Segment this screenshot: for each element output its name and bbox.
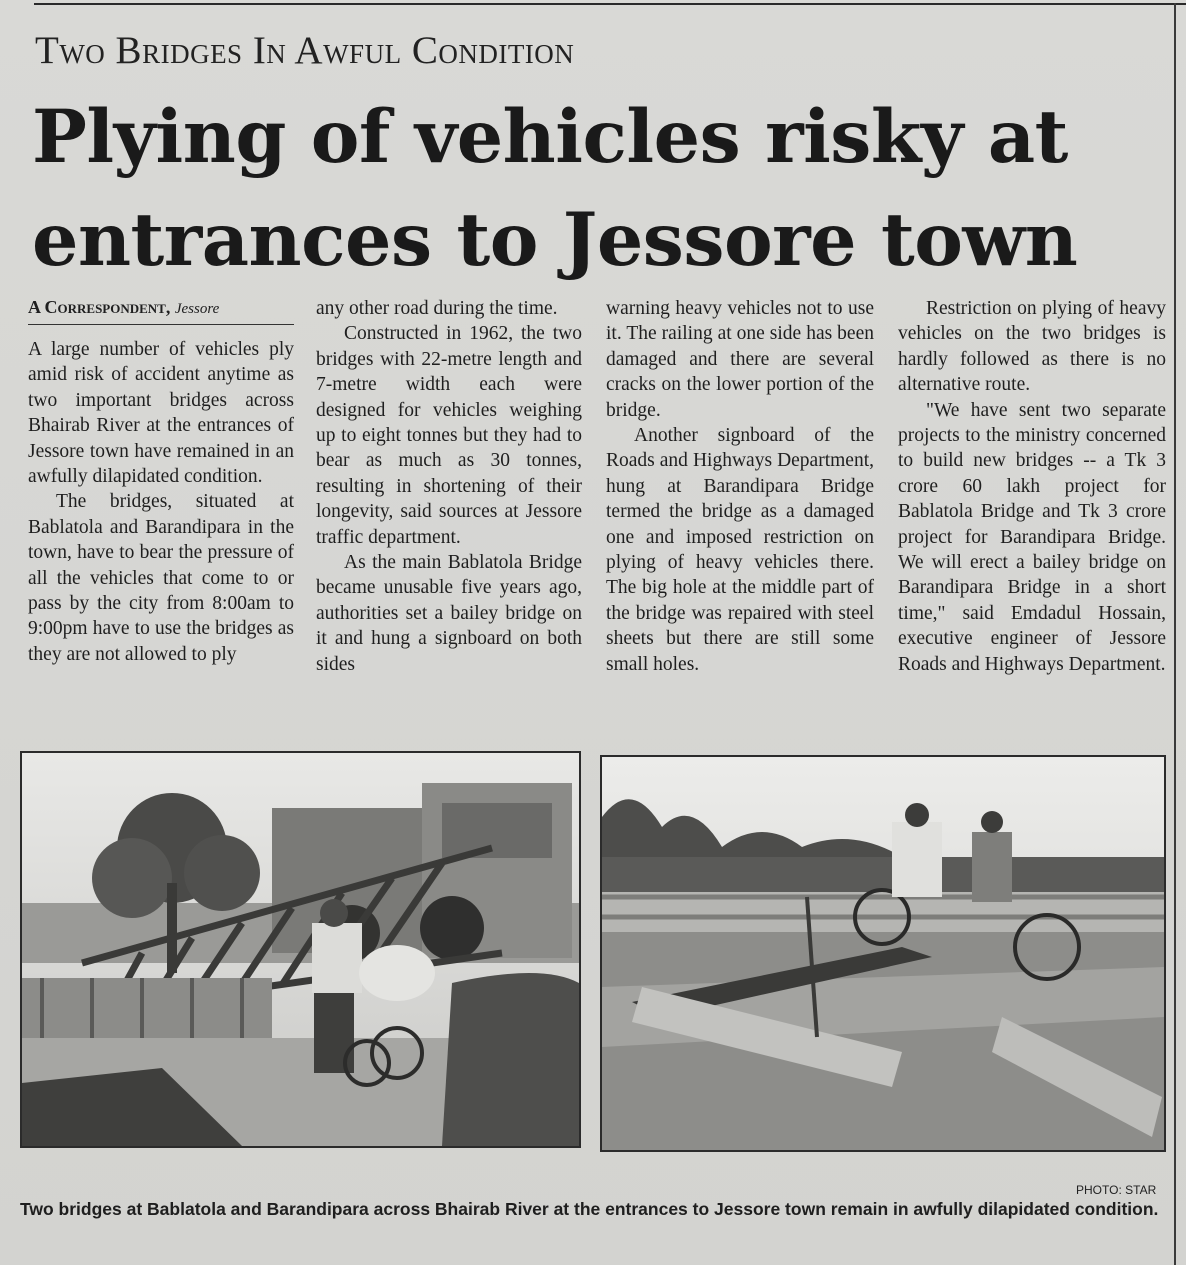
paragraph: warning heavy vehicles not to use it. The railing at one side has been damaged and there are several cracks on the lower portion of the bridge. [606, 298, 874, 421]
photo-barandipara-bridge [600, 755, 1166, 1152]
byline-author: A Correspondent, [28, 297, 171, 317]
byline-location: Jessore [174, 301, 220, 317]
bailey-bridge-illustration [22, 753, 579, 1146]
article-column-4 [898, 296, 1166, 677]
paragraph: Restriction on plying of heavy vehicles on the two bridges is hardly followed as there is no alternative route. [898, 298, 1166, 396]
main-headline: Plying of vehicles risky at entrances to Jessore town [32, 94, 1078, 283]
paragraph: As the main Bablatola Bridge became unusable five years ago, authorities set a bailey bridge on it and hung a signboard on both sides [316, 552, 582, 675]
photo-credit: PHOTO: STAR [1076, 1183, 1157, 1197]
paragraph: any other road during the time. [316, 298, 558, 319]
paragraph: The bridges, situated at Bablatola and Barandipara in the town, have to bear the pressure of all the vehicles that come to or pass by the city from 8:00am to 9:00pm have to use the bridges as they are not allowed to ply [28, 491, 294, 665]
right-rule [1174, 3, 1176, 1265]
article-column-2 [316, 296, 582, 677]
paragraph: "We have sent two separate projects to the ministry concerned to build new bridges -- a Tk 3 crore 60 lakh project for Bablatola Bridge and Tk 3 crore project for Barandipara Bridge. We will erect a bailey bridge on Barandipara Bridge in a short time," said Emdadul Hossain, executive engineer of Jessore Roads and Highways Department. [898, 399, 1166, 675]
paragraph: Constructed in 1962, the two bridges with 22-metre length and 7-metre width each were designed for vehicles weighing up to eight tonnes but they had to bear as much as 30 tonnes, resulting in shortening of their longevity, said sources at Jessore traffic department. [316, 323, 582, 548]
kicker-headline: Two Bridges In Awful Condition [35, 29, 575, 72]
damaged-road-illustration [602, 757, 1164, 1150]
byline [28, 296, 294, 325]
article-column-1 [28, 296, 294, 667]
paragraph: Another signboard of the Roads and Highways Department, hung at Barandipara Bridge termed the bridge as a damaged one and imposed restriction on plying of heavy vehicles there. The big hole at the middle part of the bridge was repaired with steel sheets but there are still some small holes. [606, 425, 874, 675]
paragraph: A large number of vehicles ply amid risk of accident anytime as two important bridges across Bhairab River at the entrances of Jessore town have remained in an awfully dilapidated condition. [28, 339, 294, 488]
article-column-3 [606, 296, 874, 677]
photo-caption: Two bridges at Bablatola and Barandipara across Bhairab River at the entrances to Jessore town remain in awfully dilapidated condition. [20, 1199, 1159, 1219]
photo-bablatola-bridge [20, 751, 581, 1148]
top-rule [34, 3, 1186, 5]
